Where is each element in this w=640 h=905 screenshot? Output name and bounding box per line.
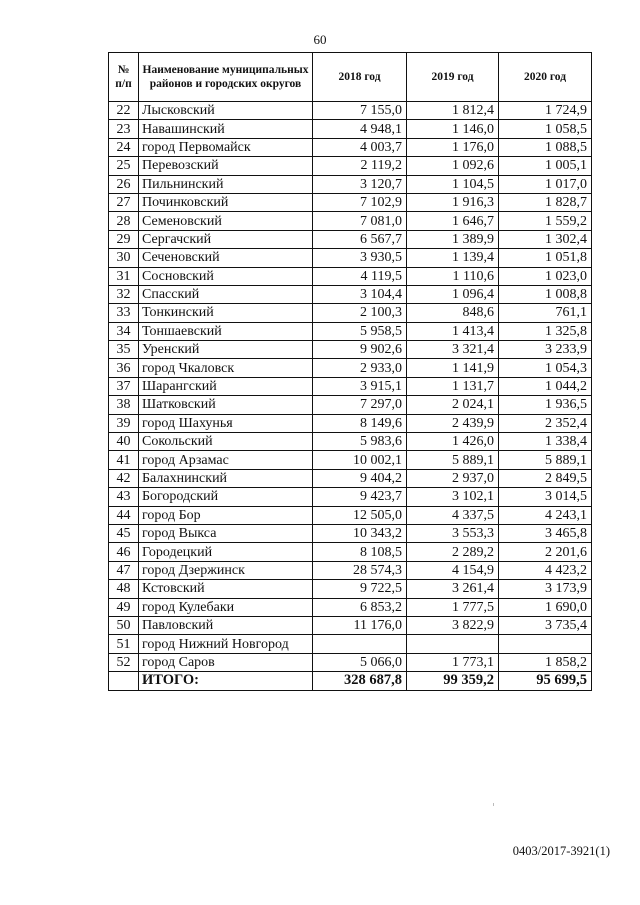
row-2018: 2 933,0 — [313, 359, 407, 377]
row-number: 41 — [109, 451, 139, 469]
row-2019: 1 916,3 — [407, 193, 499, 211]
row-name: Навашинский — [139, 120, 313, 138]
table-row — [109, 653, 592, 671]
row-2018: 10 343,2 — [313, 524, 407, 542]
page-number: 60 — [313, 32, 327, 47]
scan-mark — [493, 803, 494, 806]
row-number: 47 — [109, 561, 139, 579]
row-name: Шарангский — [139, 377, 313, 395]
header-num: № п/п — [109, 53, 139, 102]
row-2019: 848,6 — [407, 304, 499, 322]
row-2020: 2 352,4 — [499, 414, 592, 432]
row-2018: 28 574,3 — [313, 561, 407, 579]
row-2018: 9 423,7 — [313, 488, 407, 506]
row-2018: 7 155,0 — [313, 102, 407, 120]
row-2019: 1 131,7 — [407, 377, 499, 395]
row-2018: 3 120,7 — [313, 175, 407, 193]
table-row — [109, 359, 592, 377]
table-row — [109, 249, 592, 267]
row-2020: 1 023,0 — [499, 267, 592, 285]
row-2019: 4 337,5 — [407, 506, 499, 524]
row-number: 52 — [109, 653, 139, 671]
header-name: Наименование муниципальных районов и городских округов — [139, 53, 313, 102]
row-2018: 5 066,0 — [313, 653, 407, 671]
table-row — [109, 543, 592, 561]
row-2019: 3 822,9 — [407, 616, 499, 634]
table-row — [109, 267, 592, 285]
row-name: Сеченовский — [139, 249, 313, 267]
row-name: город Первомайск — [139, 138, 313, 156]
row-2019: 3 553,3 — [407, 524, 499, 542]
row-number: 28 — [109, 212, 139, 230]
row-2020: 3 014,5 — [499, 488, 592, 506]
table-row — [109, 304, 592, 322]
row-number: 42 — [109, 469, 139, 487]
row-2018: 3 930,5 — [313, 249, 407, 267]
row-number: 27 — [109, 193, 139, 211]
row-2019: 5 889,1 — [407, 451, 499, 469]
row-number: 31 — [109, 267, 139, 285]
row-2018: 3 104,4 — [313, 285, 407, 303]
row-2020: 3 465,8 — [499, 524, 592, 542]
total-num-cell — [109, 672, 139, 690]
row-name: город Шахунья — [139, 414, 313, 432]
row-number: 50 — [109, 616, 139, 634]
row-name: город Кулебаки — [139, 598, 313, 616]
row-number: 45 — [109, 524, 139, 542]
total-2020: 95 699,5 — [499, 672, 592, 690]
row-name: город Нижний Новгород — [139, 635, 313, 653]
row-2020: 1 724,9 — [499, 102, 592, 120]
row-2018: 6 853,2 — [313, 598, 407, 616]
table-row — [109, 580, 592, 598]
row-name: город Выкса — [139, 524, 313, 542]
table-row — [109, 322, 592, 340]
row-2019: 1 096,4 — [407, 285, 499, 303]
row-2019: 3 321,4 — [407, 341, 499, 359]
table-row — [109, 616, 592, 634]
row-2020: 3 735,4 — [499, 616, 592, 634]
row-name: город Арзамас — [139, 451, 313, 469]
row-number: 43 — [109, 488, 139, 506]
row-name: Тонкинский — [139, 304, 313, 322]
row-2019: 1 092,6 — [407, 157, 499, 175]
row-2018: 7 102,9 — [313, 193, 407, 211]
row-2020: 4 243,1 — [499, 506, 592, 524]
table-row — [109, 396, 592, 414]
table-row — [109, 524, 592, 542]
row-2020: 1 051,8 — [499, 249, 592, 267]
row-2019: 2 439,9 — [407, 414, 499, 432]
header-2020: 2020 год — [499, 53, 592, 102]
row-number: 33 — [109, 304, 139, 322]
row-2019: 4 154,9 — [407, 561, 499, 579]
row-2020: 2 849,5 — [499, 469, 592, 487]
row-name: Кстовский — [139, 580, 313, 598]
row-2020: 1 302,4 — [499, 230, 592, 248]
row-number: 46 — [109, 543, 139, 561]
row-2020: 2 201,6 — [499, 543, 592, 561]
row-2020: 761,1 — [499, 304, 592, 322]
row-name: Шатковский — [139, 396, 313, 414]
row-2018: 5 983,6 — [313, 433, 407, 451]
table-row — [109, 138, 592, 156]
row-2018: 8 149,6 — [313, 414, 407, 432]
row-number: 25 — [109, 157, 139, 175]
row-2018: 8 108,5 — [313, 543, 407, 561]
row-2019: 1 413,4 — [407, 322, 499, 340]
row-number: 44 — [109, 506, 139, 524]
row-2018 — [313, 635, 407, 653]
row-2019: 1 110,6 — [407, 267, 499, 285]
row-number: 30 — [109, 249, 139, 267]
row-2019: 1 426,0 — [407, 433, 499, 451]
row-number: 36 — [109, 359, 139, 377]
row-number: 22 — [109, 102, 139, 120]
row-2020: 3 173,9 — [499, 580, 592, 598]
row-2020: 1 058,5 — [499, 120, 592, 138]
row-name: Сергачский — [139, 230, 313, 248]
row-2020: 1 088,5 — [499, 138, 592, 156]
table-row — [109, 377, 592, 395]
row-name: Богородский — [139, 488, 313, 506]
row-2018: 3 915,1 — [313, 377, 407, 395]
row-name: Уренский — [139, 341, 313, 359]
row-2020: 1 828,7 — [499, 193, 592, 211]
table-body — [109, 102, 592, 691]
row-number: 48 — [109, 580, 139, 598]
row-name: Павловский — [139, 616, 313, 634]
row-2019: 2 289,2 — [407, 543, 499, 561]
row-2020: 1 325,8 — [499, 322, 592, 340]
document-code: 0403/2017-3921(1) — [512, 844, 610, 858]
row-2018: 4 003,7 — [313, 138, 407, 156]
row-2019: 1 773,1 — [407, 653, 499, 671]
table-row — [109, 451, 592, 469]
row-name: Балахнинский — [139, 469, 313, 487]
row-2018: 7 297,0 — [313, 396, 407, 414]
total-label: ИТОГО: — [139, 672, 313, 690]
row-name: Сокольский — [139, 433, 313, 451]
row-number: 40 — [109, 433, 139, 451]
row-2018: 2 119,2 — [313, 157, 407, 175]
row-number: 49 — [109, 598, 139, 616]
budget-table — [108, 52, 592, 691]
row-number: 51 — [109, 635, 139, 653]
row-2019: 1 139,4 — [407, 249, 499, 267]
table-row — [109, 469, 592, 487]
table-row — [109, 488, 592, 506]
row-number: 35 — [109, 341, 139, 359]
table-row — [109, 193, 592, 211]
row-2020: 1 044,2 — [499, 377, 592, 395]
row-number: 38 — [109, 396, 139, 414]
row-2019: 1 389,9 — [407, 230, 499, 248]
row-2020: 1 338,4 — [499, 433, 592, 451]
row-2020: 1 936,5 — [499, 396, 592, 414]
row-2019: 2 024,1 — [407, 396, 499, 414]
row-2018: 9 404,2 — [313, 469, 407, 487]
row-2019: 1 141,9 — [407, 359, 499, 377]
row-2020: 1 690,0 — [499, 598, 592, 616]
table-row — [109, 598, 592, 616]
row-name: город Бор — [139, 506, 313, 524]
row-2020: 1 017,0 — [499, 175, 592, 193]
row-name: Семеновский — [139, 212, 313, 230]
row-number: 26 — [109, 175, 139, 193]
row-2020: 1 005,1 — [499, 157, 592, 175]
row-name: Спасский — [139, 285, 313, 303]
row-2019: 2 937,0 — [407, 469, 499, 487]
row-number: 32 — [109, 285, 139, 303]
row-2020: 5 889,1 — [499, 451, 592, 469]
row-2018: 6 567,7 — [313, 230, 407, 248]
row-2018: 12 505,0 — [313, 506, 407, 524]
header-2018: 2018 год — [313, 53, 407, 102]
row-2018: 10 002,1 — [313, 451, 407, 469]
row-2018: 2 100,3 — [313, 304, 407, 322]
table-row — [109, 102, 592, 120]
row-2019: 1 104,5 — [407, 175, 499, 193]
row-2019: 1 812,4 — [407, 102, 499, 120]
table-row — [109, 414, 592, 432]
row-2019: 1 646,7 — [407, 212, 499, 230]
table-row — [109, 230, 592, 248]
row-name: город Чкаловск — [139, 359, 313, 377]
row-2019: 1 146,0 — [407, 120, 499, 138]
table-row — [109, 341, 592, 359]
row-name: Пильнинский — [139, 175, 313, 193]
row-number: 29 — [109, 230, 139, 248]
row-2020: 3 233,9 — [499, 341, 592, 359]
table-row — [109, 175, 592, 193]
row-2020: 1 559,2 — [499, 212, 592, 230]
row-name: Лысковский — [139, 102, 313, 120]
row-name: Починковский — [139, 193, 313, 211]
row-2019: 1 777,5 — [407, 598, 499, 616]
row-2019: 3 102,1 — [407, 488, 499, 506]
row-name: Тоншаевский — [139, 322, 313, 340]
row-name: город Дзержинск — [139, 561, 313, 579]
row-name: город Саров — [139, 653, 313, 671]
row-2018: 5 958,5 — [313, 322, 407, 340]
table-row — [109, 212, 592, 230]
table-row — [109, 285, 592, 303]
header-2019: 2019 год — [407, 53, 499, 102]
row-number: 24 — [109, 138, 139, 156]
row-2020: 1 858,2 — [499, 653, 592, 671]
row-2019: 3 261,4 — [407, 580, 499, 598]
row-2020: 1 008,8 — [499, 285, 592, 303]
row-2018: 4 119,5 — [313, 267, 407, 285]
row-name: Сосновский — [139, 267, 313, 285]
row-2018: 9 902,6 — [313, 341, 407, 359]
row-name: Городецкий — [139, 543, 313, 561]
row-number: 37 — [109, 377, 139, 395]
row-name: Перевозский — [139, 157, 313, 175]
row-number: 23 — [109, 120, 139, 138]
total-2019: 99 359,2 — [407, 672, 499, 690]
table-row — [109, 120, 592, 138]
table-row — [109, 506, 592, 524]
row-2019 — [407, 635, 499, 653]
table-row — [109, 561, 592, 579]
row-2018: 7 081,0 — [313, 212, 407, 230]
total-2018: 328 687,8 — [313, 672, 407, 690]
row-2020: 1 054,3 — [499, 359, 592, 377]
row-2020 — [499, 635, 592, 653]
row-2018: 11 176,0 — [313, 616, 407, 634]
row-2020: 4 423,2 — [499, 561, 592, 579]
row-number: 39 — [109, 414, 139, 432]
row-2018: 4 948,1 — [313, 120, 407, 138]
row-number: 34 — [109, 322, 139, 340]
table-header-row — [109, 53, 592, 102]
table-row — [109, 433, 592, 451]
row-2019: 1 176,0 — [407, 138, 499, 156]
table-row — [109, 635, 592, 653]
table-row — [109, 157, 592, 175]
row-2018: 9 722,5 — [313, 580, 407, 598]
total-row — [109, 672, 592, 690]
